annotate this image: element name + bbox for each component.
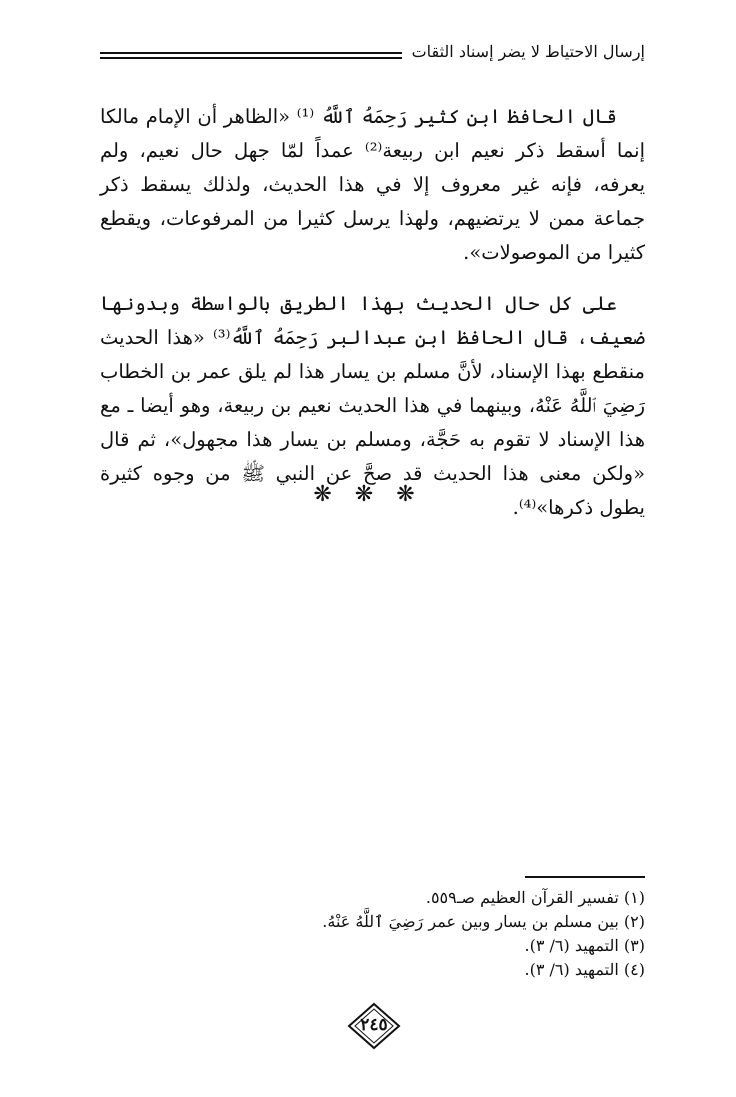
page-number: ٢٤٥ [360, 1015, 388, 1035]
header-title: إرسال الاحتياط لا يضر إسناد الثقات [402, 42, 645, 61]
page-number-badge [347, 1002, 401, 1050]
paragraph-2: على كل حال الحديث بهذا الطريق بالواسطة وبدونها ضعيف، قال الحافظ ابن عبدالبر رَحِمَهُ ٱللَّهُ⁽³⁾ «هذا الحديث منقطع بهذا الإسناد، لأنَّ مسلم بن يسار هذا لم يلق عمر بن الخطاب رَضِيَ ٱللَّهُ عَنْهُ، وبينهما في هذا الحديث نعيم بن ربيعة، وهو أيضا ـ مع هذا الإسناد لا تقوم به حَجَّة، ومسلم بن يسار هذا مجهول»، ثم قال «ولكن معنى هذا الحديث قد صحَّ عن النبي ﷺ من وجوه كثيرة يطول ذكرها»⁽⁴⁾. [100, 292, 645, 519]
main-text [100, 100, 645, 542]
footnote-4: (٤) التمهيد (٦/ ٣). [524, 960, 645, 979]
running-header [100, 38, 645, 78]
footnote-1: (١) تفسير القرآن العظيم صـ٥٥٩. [425, 888, 645, 907]
section-separator: ❋ ❋ ❋ [313, 482, 423, 507]
header-left-marker [100, 42, 122, 66]
paragraph-1: قال الحافظ ابن كثير رَحِمَهُ ٱللَّهُ ⁽¹⁾ «الظاهر أن الإمام مالكا إنما أسقط ذكر نعيم ابن ربيعة⁽²⁾ عمداً لمّا جهل حال نعيم، ولم يعرفه، فإنه غير معروف إلا في هذا الحديث، ولذلك يسقط ذكر جماعة ممن لا يرتضيهم، ولهذا يرسل كثيرا من المرفوعات، ويقطع كثيرا من الموصولات». [100, 105, 645, 264]
footnote-2: (٢) بين مسلم بن يسار وبين عمر رَضِيَ ٱللَّهُ عَنْهُ. [322, 912, 645, 931]
footnote-3: (٣) التمهيد (٦/ ٣). [524, 936, 645, 955]
footnotes [100, 876, 645, 982]
footnote-rule [525, 876, 645, 878]
